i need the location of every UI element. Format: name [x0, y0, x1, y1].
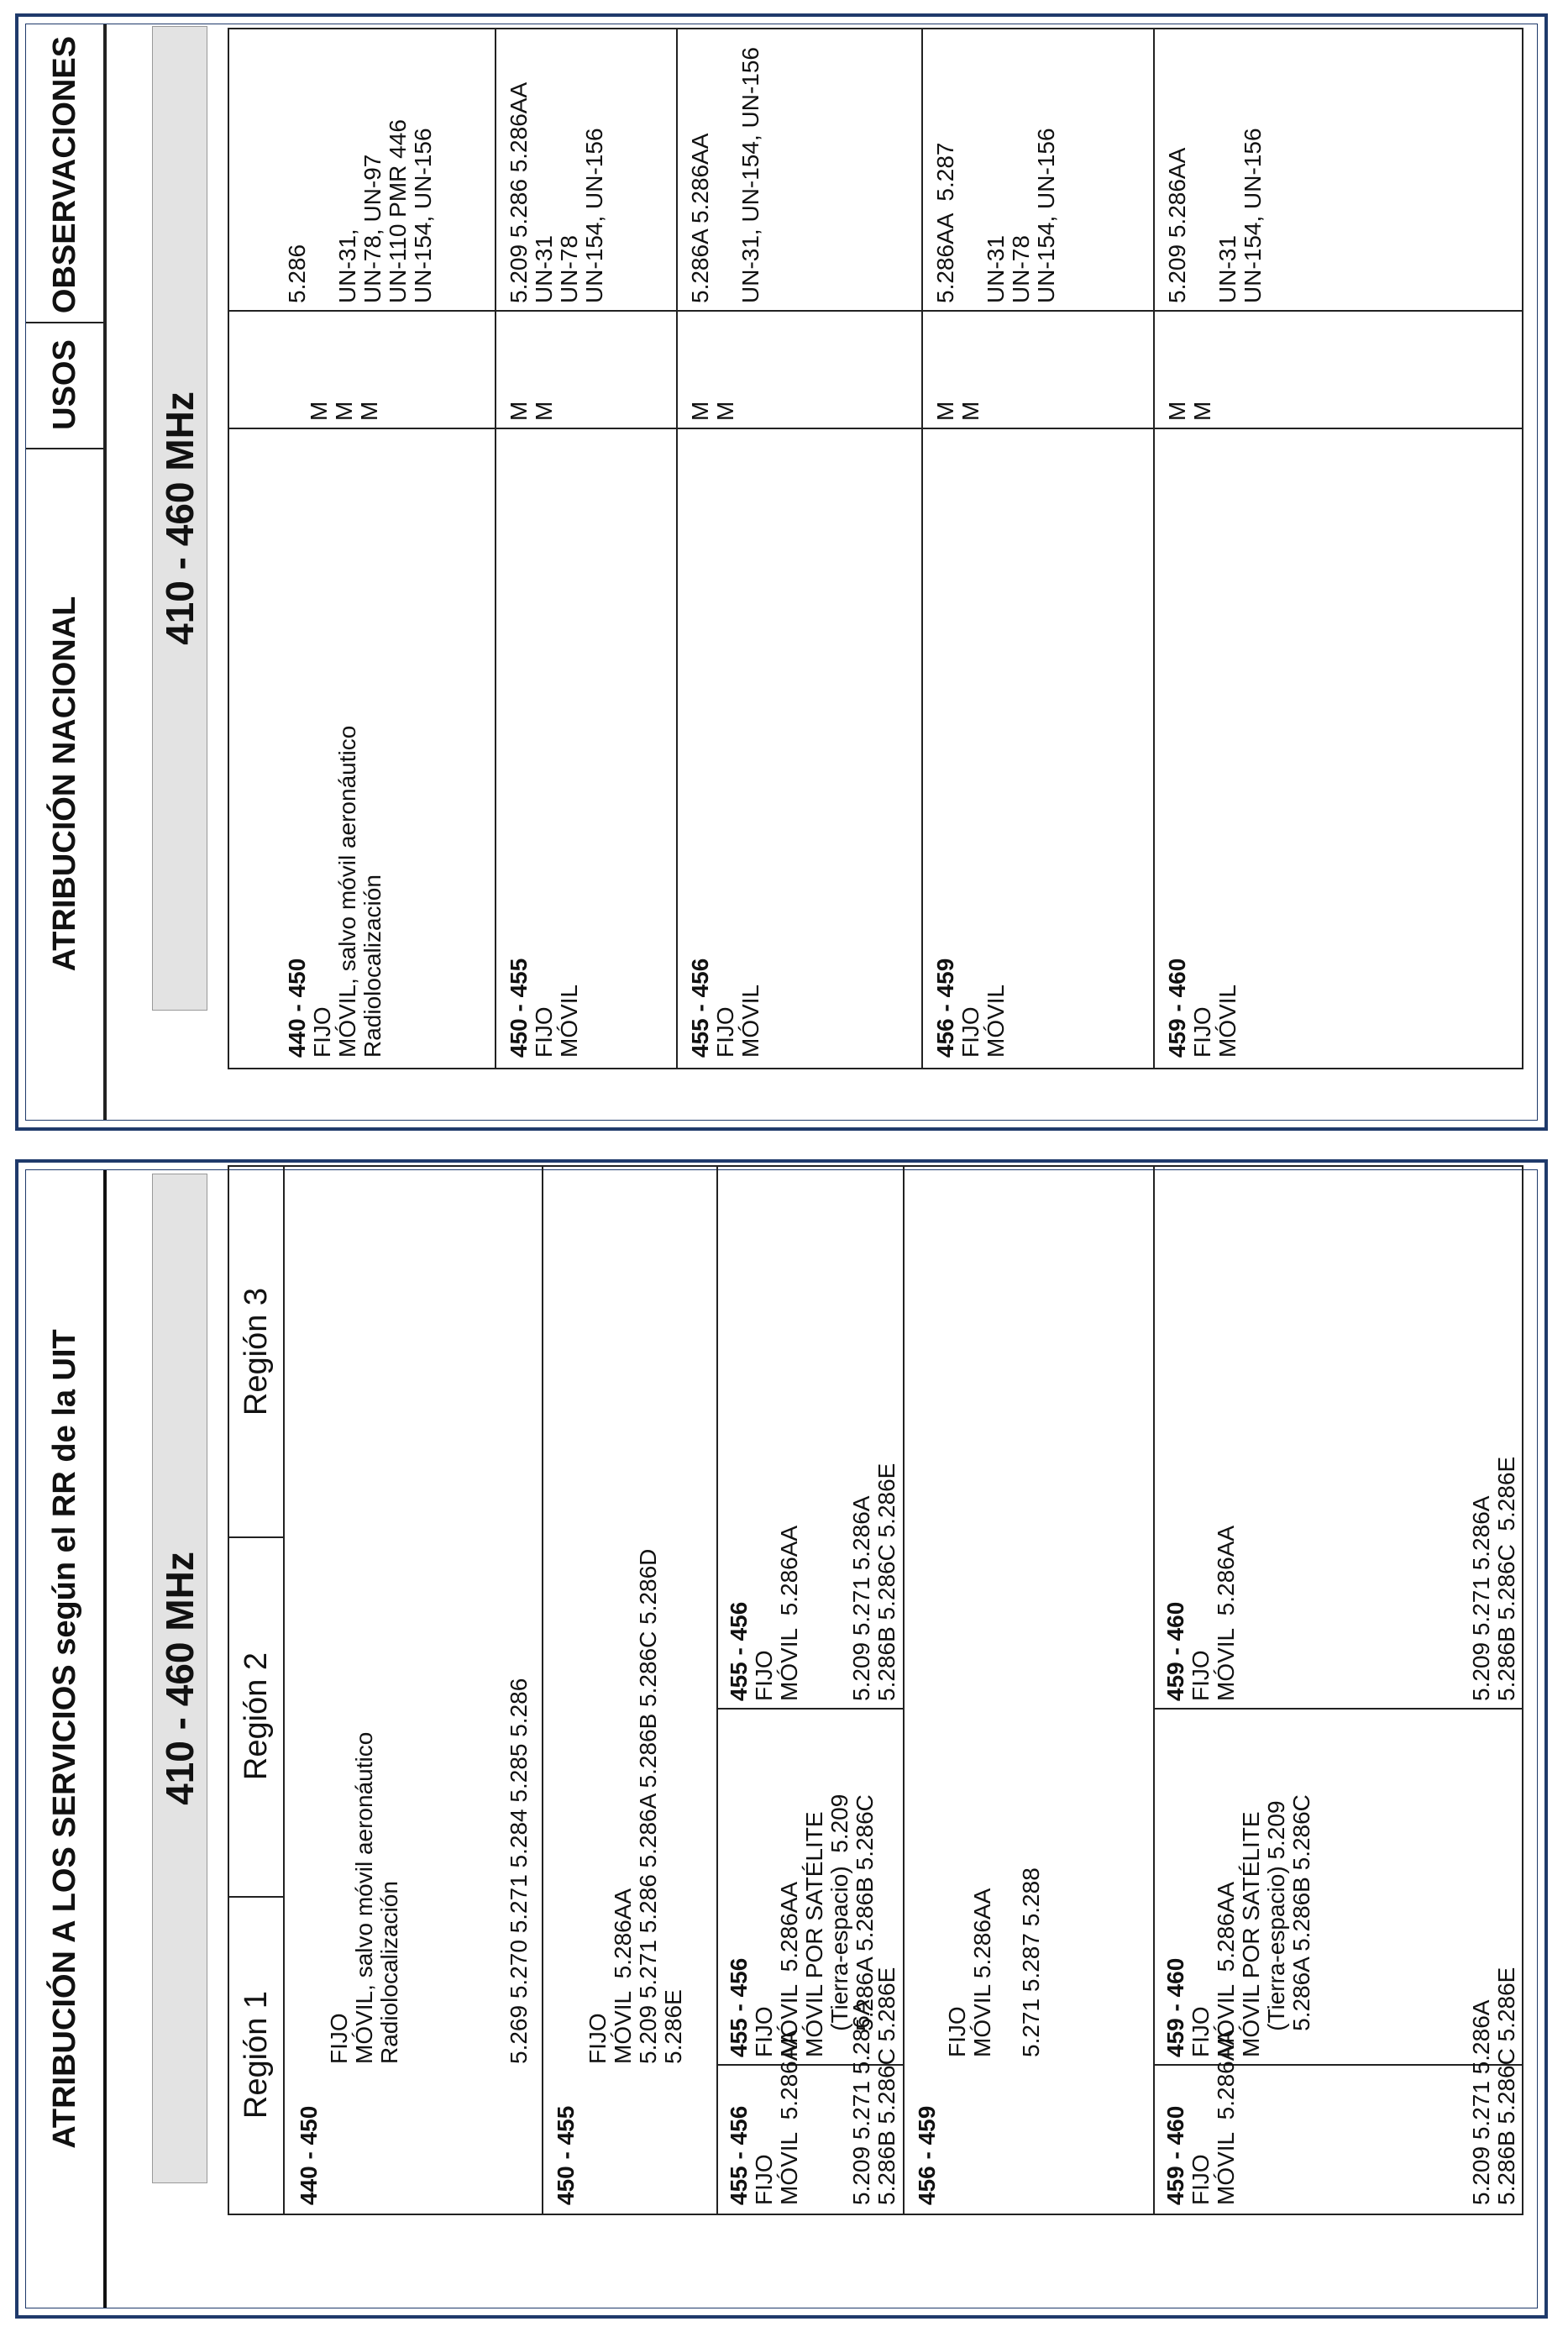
itu-row4-merged: FIJO MÓVIL 5.286AA	[944, 1888, 995, 2057]
itu-col-region3: Región 3	[238, 1287, 274, 1416]
nat-row3-usos: M M	[687, 401, 738, 421]
itu-row3-region2-head: 455 - 456	[726, 1957, 752, 2057]
itu-row3-region3-head: 455 - 456	[726, 1601, 752, 1701]
nat-row3-body: FIJO MÓVIL	[712, 984, 763, 1058]
nat-row2-usos: M M	[506, 401, 557, 421]
nat-row5-obs: 5.209 5.286AA UN-31 UN-154, UN-156	[1164, 128, 1266, 303]
itu-row2-region1: 450 - 455	[553, 2105, 579, 2205]
nat-row1-body: FIJO MÓVIL, salvo móvil aeronáutico Radiolocalización	[309, 725, 385, 1058]
itu-row3-region1-foot: 5.209 5.271 5.286A 5.286B 5.286C 5.286E	[848, 1967, 899, 2205]
itu-row5-region1-body: FIJO MÓVIL 5.286AA	[1188, 2029, 1239, 2205]
nat-row2-head: 450 - 455	[506, 958, 532, 1058]
nat-row5-head: 459 - 460	[1164, 958, 1190, 1058]
nat-col-attrib: ATRIBUCIÓN NACIONAL	[46, 596, 82, 972]
nat-row5-usos: M M	[1164, 401, 1215, 421]
nat-row1-head: 440 - 450	[284, 958, 310, 1058]
itu-table	[228, 1165, 1523, 2215]
nat-row4-head: 456 - 459	[932, 958, 958, 1058]
itu-col-region2: Región 2	[238, 1652, 274, 1781]
nat-row4-obs: 5.286AA 5.287 UN-31 UN-78 UN-154, UN-156	[932, 128, 1059, 303]
itu-panel	[15, 1159, 1548, 2319]
itu-row4-region1: 456 - 459	[914, 2105, 940, 2205]
itu-band-header: 410 - 460 MHz	[152, 1174, 207, 2183]
itu-row3-region1-head: 455 - 456	[726, 2105, 752, 2205]
nat-table	[228, 28, 1523, 1069]
itu-row3-region3-foot: 5.209 5.271 5.286A 5.286B 5.286C 5.286E	[848, 1463, 899, 1701]
itu-row5-region3-foot: 5.209 5.271 5.286A 5.286B 5.286C 5.286E	[1468, 1456, 1519, 1701]
itu-row1-footer: 5.269 5.270 5.271 5.284 5.285 5.286	[506, 1678, 532, 2064]
itu-row2-merged: FIJO MÓVIL 5.286AA 5.209 5.271 5.286 5.286A 5.286B 5.286C 5.286D 5.286E	[585, 1548, 686, 2064]
itu-row1-merged: FIJO MÓVIL, salvo móvil aeronáutico Radiolocalización	[326, 1731, 402, 2064]
nat-row4-usos: M M	[932, 401, 983, 421]
itu-row4-footer: 5.271 5.287 5.288	[1018, 1867, 1044, 2057]
itu-row5-region1-head: 459 - 460	[1162, 2105, 1188, 2205]
itu-panel-title: ATRIBUCIÓN A LOS SERVICIOS según el RR de la UIT	[26, 1170, 107, 2308]
nat-band-header: 410 - 460 MHz	[152, 26, 207, 1011]
nat-col-usos: USOS	[46, 339, 82, 430]
nat-row2-obs: 5.209 5.286 5.286AA UN-31 UN-78 UN-154, UN-156	[506, 81, 607, 303]
itu-row5-region1-foot: 5.209 5.271 5.286A 5.286B 5.286C 5.286E	[1468, 1967, 1519, 2205]
nat-row1-obs: 5.286 UN-31, UN-78, UN-97 UN-110 PMR 446 UN-154, UN-156	[284, 119, 436, 303]
nat-row3-obs: 5.286A 5.286AA UN-31, UN-154, UN-156	[687, 47, 763, 303]
nat-col-obs: OBSERVACIONES	[46, 35, 82, 314]
nat-row3-head: 455 - 456	[687, 958, 713, 1058]
nat-row2-body: FIJO MÓVIL	[531, 984, 582, 1058]
nat-row1-usos: M M M	[306, 401, 382, 421]
itu-row1-region1: 440 - 450	[296, 2105, 322, 2205]
itu-row3-region2-body: FIJO MÓVIL 5.286AA MÓVIL POR SATÉLITE (Tierra-espacio) 5.209 5.286A 5.286B 5.286C	[751, 1794, 878, 2057]
itu-row5-region3-head: 459 - 460	[1162, 1601, 1188, 1701]
itu-row5-region3-body: FIJO MÓVIL 5.286AA	[1188, 1525, 1239, 1701]
itu-row5-region2-head: 459 - 460	[1162, 1957, 1188, 2057]
itu-row5-region2-body: FIJO MÓVIL 5.286AA MÓVIL POR SATÉLITE (Tierra-espacio) 5.209 5.286A 5.286B 5.286C	[1188, 1794, 1314, 2057]
nat-row5-body: FIJO MÓVIL	[1189, 984, 1240, 1058]
itu-row3-region3-body: FIJO MÓVIL 5.286AA	[751, 1525, 802, 1701]
nat-row4-body: FIJO MÓVIL	[957, 984, 1009, 1058]
itu-col-region1: Región 1	[238, 1990, 274, 2119]
national-panel	[15, 13, 1548, 1131]
itu-row3-region1-body: FIJO MÓVIL 5.286AA	[751, 2029, 802, 2205]
